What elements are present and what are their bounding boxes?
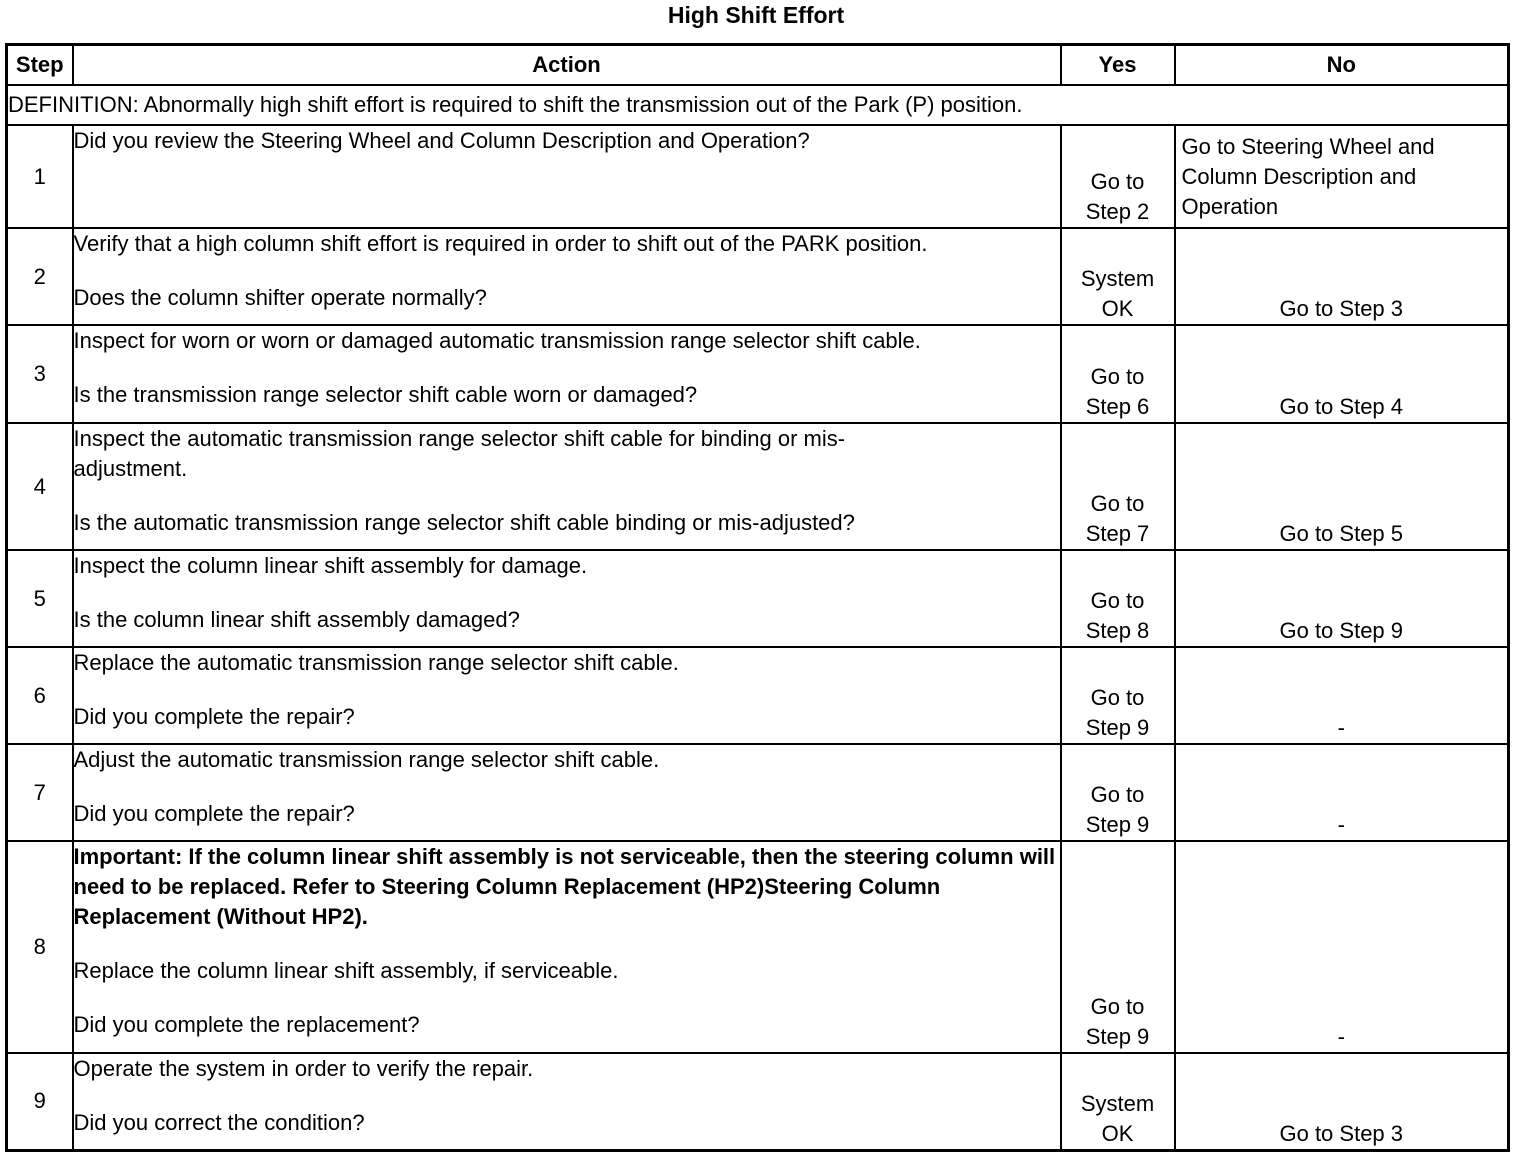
table-header-row: [7, 45, 1509, 86]
header-no: No: [1175, 45, 1509, 86]
action-question: Is the automatic transmission range selector shift cable binding or mis-adjusted?: [73, 510, 855, 535]
action-cell: [73, 550, 1061, 647]
action-question: Is the column linear shift assembly damaged?: [73, 607, 520, 632]
step-number: 1: [7, 125, 73, 228]
action-text: Inspect the column linear shift assembly for damage.: [73, 553, 588, 578]
header-yes: Yes: [1061, 45, 1175, 86]
step-number: 9: [7, 1053, 73, 1150]
header-action: Action: [73, 45, 1061, 86]
yes-cell: System OK: [1061, 1053, 1175, 1150]
action-text: Inspect the automatic transmission range selector shift cable for binding or mis-adjustment.: [73, 426, 846, 481]
no-cell: -: [1175, 647, 1509, 744]
table-row: [7, 325, 1509, 423]
no-cell: Go to Steering Wheel and Column Description and Operation: [1175, 125, 1509, 228]
table-row: [7, 647, 1509, 744]
yes-cell: Go to Step 2: [1061, 125, 1175, 228]
action-question: Did you complete the replacement?: [73, 1012, 420, 1037]
table-row: [7, 423, 1509, 550]
no-cell: -: [1175, 841, 1509, 1053]
action-cell: [73, 744, 1061, 841]
action-cell: [73, 228, 1061, 325]
table-row: [7, 228, 1509, 325]
step-number: 5: [7, 550, 73, 647]
step-number: 2: [7, 228, 73, 325]
action-cell: [73, 647, 1061, 744]
yes-cell: Go to Step 9: [1061, 744, 1175, 841]
action-text: Inspect for worn or worn or damaged automatic transmission range selector shift cable.: [73, 328, 921, 353]
definition-row: [7, 85, 1509, 125]
action-cell: [73, 125, 1061, 228]
action-cell: [73, 325, 1061, 423]
yes-cell: Go to Step 7: [1061, 423, 1175, 550]
definition-text: DEFINITION: Abnormally high shift effort is required to shift the transmission out of the Park (P) position.: [7, 85, 1509, 125]
action-question: Is the transmission range selector shift cable worn or damaged?: [73, 382, 698, 407]
step-number: 6: [7, 647, 73, 744]
no-cell: -: [1175, 744, 1509, 841]
no-cell: Go to Step 3: [1175, 228, 1509, 325]
yes-cell: Go to Step 9: [1061, 647, 1175, 744]
action-text: Operate the system in order to verify the repair.: [73, 1056, 534, 1081]
step-number: 4: [7, 423, 73, 550]
action-text: Adjust the automatic transmission range selector shift cable.: [73, 747, 660, 772]
action-cell: [73, 841, 1061, 1053]
diagnostic-table: [5, 43, 1510, 1152]
action-question: Did you complete the repair?: [73, 704, 355, 729]
action-question: Does the column shifter operate normally?: [73, 285, 487, 310]
step-number: 3: [7, 325, 73, 423]
no-cell: Go to Step 9: [1175, 550, 1509, 647]
action-question: Did you correct the condition?: [73, 1110, 365, 1135]
header-step: Step: [7, 45, 73, 86]
yes-cell: System OK: [1061, 228, 1175, 325]
table-row: [7, 125, 1509, 228]
action-text: Replace the column linear shift assembly, if serviceable.: [73, 958, 619, 983]
no-cell: Go to Step 4: [1175, 325, 1509, 423]
action-text: Replace the automatic transmission range selector shift cable.: [73, 650, 679, 675]
important-note: Important: If the column linear shift assembly is not serviceable, then the steering column will need to be replaced. Refer to Steering Column Replacement (HP2)Steering Column Replacement (Without HP2).: [73, 844, 1056, 929]
action-text: Verify that a high column shift effort is required in order to shift out of the PARK position.: [73, 231, 928, 256]
table-row: [7, 744, 1509, 841]
yes-cell: Go to Step 9: [1061, 841, 1175, 1053]
no-cell: Go to Step 3: [1175, 1053, 1509, 1150]
yes-cell: Go to Step 8: [1061, 550, 1175, 647]
table-row: [7, 550, 1509, 647]
action-cell: [73, 423, 1061, 550]
action-text: Did you review the Steering Wheel and Column Description and Operation?: [73, 128, 810, 153]
table-row: [7, 1053, 1509, 1150]
yes-cell: Go to Step 6: [1061, 325, 1175, 423]
step-number: 8: [7, 841, 73, 1053]
no-cell: Go to Step 5: [1175, 423, 1509, 550]
page-title: High Shift Effort: [667, 2, 845, 28]
action-question: Did you complete the repair?: [73, 801, 355, 826]
step-number: 7: [7, 744, 73, 841]
table-row: [7, 841, 1509, 1053]
action-cell: [73, 1053, 1061, 1150]
